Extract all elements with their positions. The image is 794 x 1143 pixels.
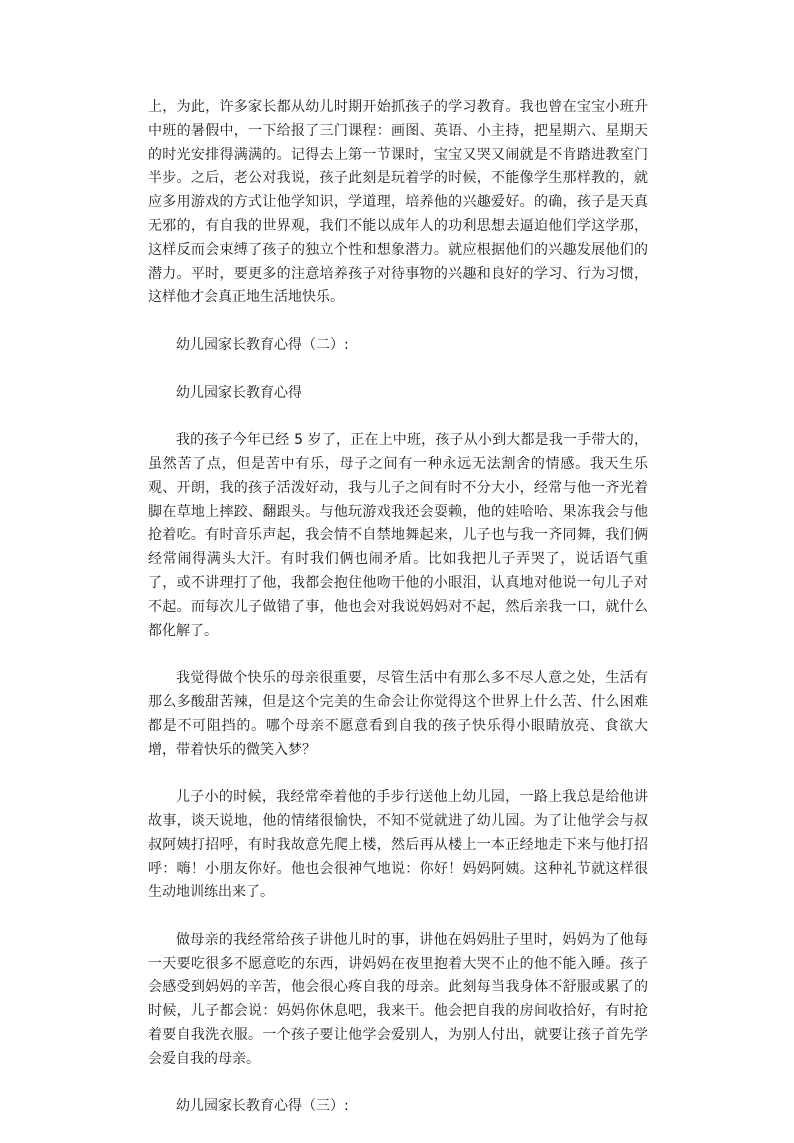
paragraph-kindergarten-walk: 儿子小的时候，我经常牵着他的手步行送他上幼儿园，一路上我总是给他讲故事，谈天说地，他的情绪很愉快，不知不觉就进了幼儿园。为了让他学会与叔叔阿姨打招呼，有时我故意先爬上楼，然后再从楼上一本正经地走下来与他打招呼：嗨！小朋友你好。他也会很神气地说：你好！妈妈阿姨。这种礼节就这样很生动地训练出来了。 [148,789,648,901]
document-body [148,96,648,1143]
paragraph-childhood-stories: 做母亲的我经常给孩子讲他儿时的事，讲他在妈妈肚子里时，妈妈为了他每一天要吃很多不愿意吃的东西，讲妈妈在夜里抱着大哭不止的他不能入睡。孩子会感受到妈妈的辛苦，他会很心疼自我的母亲。此刻每当我身体不舒服或累了的时候，儿子都会说：妈妈你休息吧，我来干。他会把自我的房间收拾好，有时抢着要自我洗衣服。一个孩子要让他学会爱别人，为别人付出，就要让孩子首先学会爱自我的母亲。 [148,931,648,1067]
section-heading-3: 幼儿园家长教育心得（三）: [176,1098,349,1115]
paragraph-continuation: 上，为此，许多家长都从幼儿时期开始抓孩子的学习教育。我也曾在宝宝小班升中班的暑假中，一下给报了三门课程：画图、英语、小主持，把星期六、星期天的时光安排得满满的。记得去上第一节课时，宝宝又哭又闹就是不肯踏进教室门半步。之后，老公对我说，孩子此刻是玩着学的时候，不能像学生那样教的，就应多用游戏的方式让他学知识，学道理，培养他的兴趣爱好。的确，孩子是天真无邪的，有自我的世界观，我们不能以成年人的功利思想去逼迫他们学这学那，这样反而会束缚了孩子的独立个性和想象潜力。就应根据他们的兴趣发展他们的潜力。平时，要更多的注意培养孩子对待事物的兴趣和良好的学习、行为习惯，这样他才会真正地生活地快乐。 [148,99,648,306]
section-heading-2: 幼儿园家长教育心得（二）: [176,336,349,353]
paragraph-mother-child: 我的孩子今年已经 5 岁了，正在上中班，孩子从小到大都是我一手带大的，虽然苦了点，但是苦中有乐，母子之间有一种永远无法割舍的情感。我天生乐观、开朗，我的孩子活泼好动，我与儿子之间有时不分大小，经常与他一齐光着脚在草地上摔跤、翻跟头。与他玩游戏我还会耍赖，他的娃哈哈、果冻我会与他抢着吃。有时音乐声起，我会情不自禁地舞起来，儿子也与我一齐同舞，我们俩经常闹得满头大汗。有时我们俩也闹矛盾。比如我把儿子弄哭了，说话语气重了，或不讲理打了他，我都会抱住他吻干他的小眼泪，认真地对他说一句儿子对不起。而每次儿子做错了事，他也会对我说妈妈对不起，然后亲我一口，就什么都化解了。 [148,432,648,639]
section-subheading-2: 幼儿园家长教育心得 [176,384,302,401]
paragraph-happy-mother: 我觉得做个快乐的母亲很重要，尽管生活中有那么多不尽人意之处，生活有那么多酸甜苦辣，但是这个完美的生命会让你觉得这个世界上什么苦、什么困难都是不可阻挡的。哪个母亲不愿意看到自我的孩子快乐得小眼睛放亮、食欲大增，带着快乐的微笑入梦？ [148,670,648,758]
